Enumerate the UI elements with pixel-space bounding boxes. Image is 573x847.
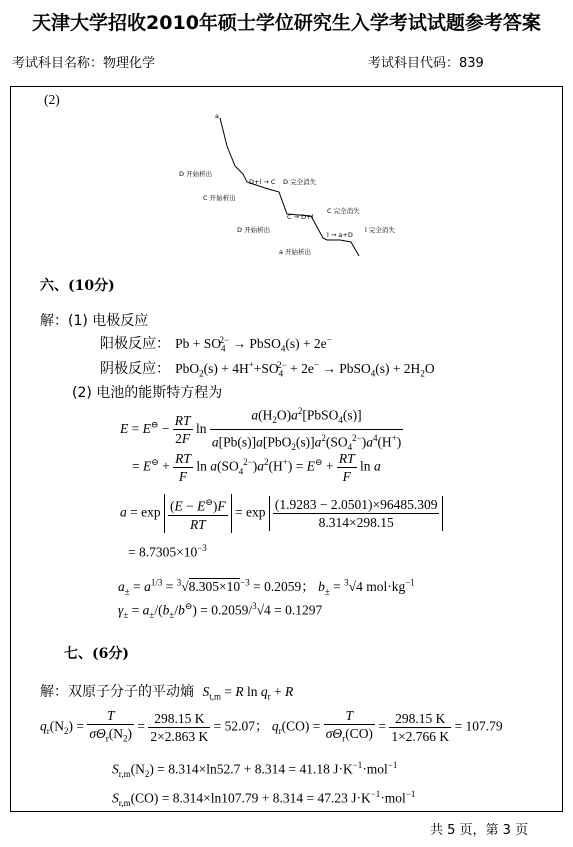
mean-activity-line: $a_\pm = a^{1/3} = ^3√8.305\times 10^{-3} = 0.2059$； $b_\pm = ^3√4$ $mol\cdot kg^{-1}$ (118, 577, 415, 597)
anode-label: 阳极反应： (100, 336, 170, 352)
cathode-line (100, 358, 435, 379)
diagram-label-d-start-1: D 开始析出 (179, 170, 213, 178)
part-label: (2) (44, 92, 60, 107)
page-footer: 共 5 页，第 3 页 (430, 823, 529, 838)
cube-root-result: = 0.2059； (249, 579, 315, 594)
nernst-equation: E = E⊖ − $\frac{RT}{2F}$ ln $\frac{a(H_2O)a^2[PbSO_4(s)]}{a[Pb(s)]a[PbO_2(s)]a^2(SO_4^{2-})a^4(H^+)}$ (120, 403, 403, 456)
t1-denominator: 2×2.863 K (150, 728, 209, 744)
entropy-co: = 8.314×ln107.79 + 8.314 = 47.23 J·K (161, 790, 371, 806)
section-6-part2: (2) 电池的能斯特方程为 (72, 385, 223, 401)
activity-result (128, 543, 207, 561)
t1-result: = 52.07 (213, 718, 256, 734)
rotational-partition-line: $q_r(N_2)$ = $\frac{T}{\sigma\Theta_r(N_2)}$ = $\frac{298.15 K}{2\times 2.863 K}$ = 52.07； $q_r(CO)$ = $\frac{T}{\sigma\Theta_r(CO)}$ = $\frac{298.15 K}{1\times 2.766 K}$ = 107.79 (40, 708, 503, 744)
section-7-solve: 解：双原子分子的平动熵 (40, 684, 194, 700)
entropy-n2: = 8.314×ln52.7 + 8.314 = 41.18 J·K (157, 761, 353, 777)
anode-line (100, 333, 332, 354)
b-value: 4 mol·kg (356, 579, 406, 594)
cube-root-value: 8.305×10 (188, 579, 241, 594)
section-7-heading: 七、(6分) (64, 646, 129, 662)
diagram-label-r3-right: l 完全消失 (365, 226, 395, 234)
t2-numerator: 298.15 K (389, 710, 451, 728)
cooling-curve-diagram (175, 104, 415, 264)
section-6-solve: 解：(1) 电极反应 (40, 313, 149, 329)
diagram-label-d-start-2: D 开始析出 (237, 226, 271, 234)
activity-result-exp: −3 (197, 543, 207, 553)
section-7-solve-line: 解：双原子分子的平动熵 $S_{t,m} = R$ $\ln q_r + R$ (40, 684, 294, 702)
entropy-n2-line: $S_{r,m}(N_2) = 8.314\times\ln 52.7 + 8.314 = 41.18$ $J\cdot K^{-1}\cdot mol^{-1}$ (112, 760, 398, 780)
diagram-label-a-start: a 开始析出 (279, 248, 312, 256)
diagram-label-r2: C → D+l (287, 213, 314, 221)
diagram-label-top: a (215, 112, 219, 120)
gamma-line: $\gamma_\pm = a_\pm/(b_\pm/b^⊖) = 0.2059/^3√4 = 0.1297$ (118, 601, 323, 621)
t2-result: = 107.79 (454, 718, 503, 734)
activity-exp: a = exp $\frac{(E - E^⊖)F}{RT}$ = exp $\frac{(1.9283 - 2.0501)\times 96485.309}{8.314\times 298.15}$ (120, 494, 443, 533)
cathode-label: 阴极反应： (100, 361, 170, 377)
gamma-result: = 0.2059/ (196, 602, 253, 618)
diagram-label-r3: l → a+D (327, 231, 353, 239)
subject-code: 考试科目代码：839 (368, 56, 484, 71)
diagram-label-r1-right: D 完全消失 (283, 178, 317, 186)
anode-equation: $Pb + SO_4^{2-}$ → PbSO$_4$(s) + 2e− (175, 334, 332, 354)
entropy-co-line: $S_{r,m}(CO) = 8.314\times\ln 107.79 + 8.314 = 47.23$ $J\cdot K^{-1}\cdot mol^{-1}$ (112, 789, 416, 809)
page-title: 天津大学招收2010年硕士学位研究生入学考试试题参考答案 (32, 12, 541, 34)
nernst-simplified: = E⊖ + $\frac{RT}{F}$ $\ln a(SO_4^{2-})a^2(H^+) = E^⊖$ + $\frac{RT}{F}$ ln a (132, 451, 381, 484)
t2-denominator: 1×2.766 K (391, 728, 450, 744)
activity-result-value: = 8.7305×10 (128, 544, 198, 560)
diagram-label-c-start: C 开始析出 (203, 194, 236, 202)
diagram-label-r2-right: C 完全消失 (327, 207, 360, 215)
gamma-value: 4 = 0.1297 (264, 602, 323, 618)
exp-numerator: (1.9283 − 2.0501)×96485.309 (274, 496, 438, 512)
cathode-equation: $PbO_2(s) + 4H^++SO_4^{2-} + 2e^-$ → PbSO$_4$(s) + $2H_2O$ (175, 359, 435, 379)
section-6-heading: 六、(10分) (40, 278, 115, 294)
exp-denominator: 8.314×298.15 (318, 514, 394, 530)
t1-numerator: 298.15 K (148, 710, 210, 728)
diagram-label-r1: D+l → C (249, 178, 276, 186)
subject-name: 考试科目名称：物理化学 (12, 56, 156, 71)
